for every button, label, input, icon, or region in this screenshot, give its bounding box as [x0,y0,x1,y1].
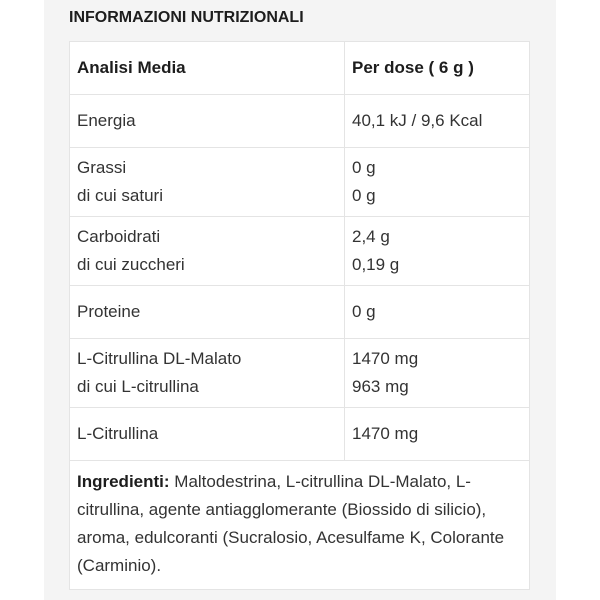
table-row-citrullina-malato [70,339,529,408]
table-row-energia [70,95,529,148]
row-label [70,95,345,147]
row-label [70,148,345,216]
table-header-row [70,42,529,95]
row-label [70,217,345,285]
table-row-grassi [70,148,529,217]
nutrient-value: 0 g [352,302,376,321]
nutrient-subname: di cui saturi [77,186,163,205]
row-value [345,286,529,338]
nutrient-subvalue: 0,19 g [352,255,400,274]
nutrient-subname: di cui L-citrullina [77,377,199,396]
nutrient-name: L-Citrullina DL-Malato [77,349,242,368]
nutrient-subvalue: 963 mg [352,377,409,396]
ingredients-label: Ingredienti: [77,472,170,491]
row-label [70,286,345,338]
nutrient-subname: di cui zuccheri [77,255,185,274]
page-title: INFORMAZIONI NUTRIZIONALI [69,9,304,26]
nutrient-value: 40,1 kJ / 9,6 Kcal [352,111,483,130]
table-row-proteine [70,286,529,339]
nutrient-value: 2,4 g [352,227,390,246]
table-row-carboidrati [70,217,529,286]
nutrient-name: Grassi [77,158,127,177]
row-label [70,408,345,460]
nutrition-table [69,41,530,590]
table-row-citrullina [70,408,529,461]
nutrient-subvalue: 0 g [352,186,376,205]
row-value [345,95,529,147]
nutrient-name: Energia [77,111,136,130]
nutrient-value: 1470 mg [352,349,419,368]
row-value [345,339,529,407]
row-value [345,408,529,460]
nutrient-name: Carboidrati [77,227,161,246]
header-analysis: Analisi Media [70,42,345,94]
row-value [345,217,529,285]
ingredients-text: Maltodestrina, L-citrullina DL-Malato, L-citrullina, agente antiagglomerante (Biossido di silicio), aroma, edulcoranti (Sucralosio, Acesulfame K, Colorante (Carminio). [77,472,505,575]
nutrient-value: 0 g [352,158,376,177]
header-per-dose: Per dose ( 6 g ) [352,58,474,77]
nutrient-name: L-Citrullina [77,424,159,443]
nutrient-name: Proteine [77,302,141,321]
row-label [70,339,345,407]
ingredients-block [70,461,529,589]
nutrient-value: 1470 mg [352,424,419,443]
row-value [345,148,529,216]
